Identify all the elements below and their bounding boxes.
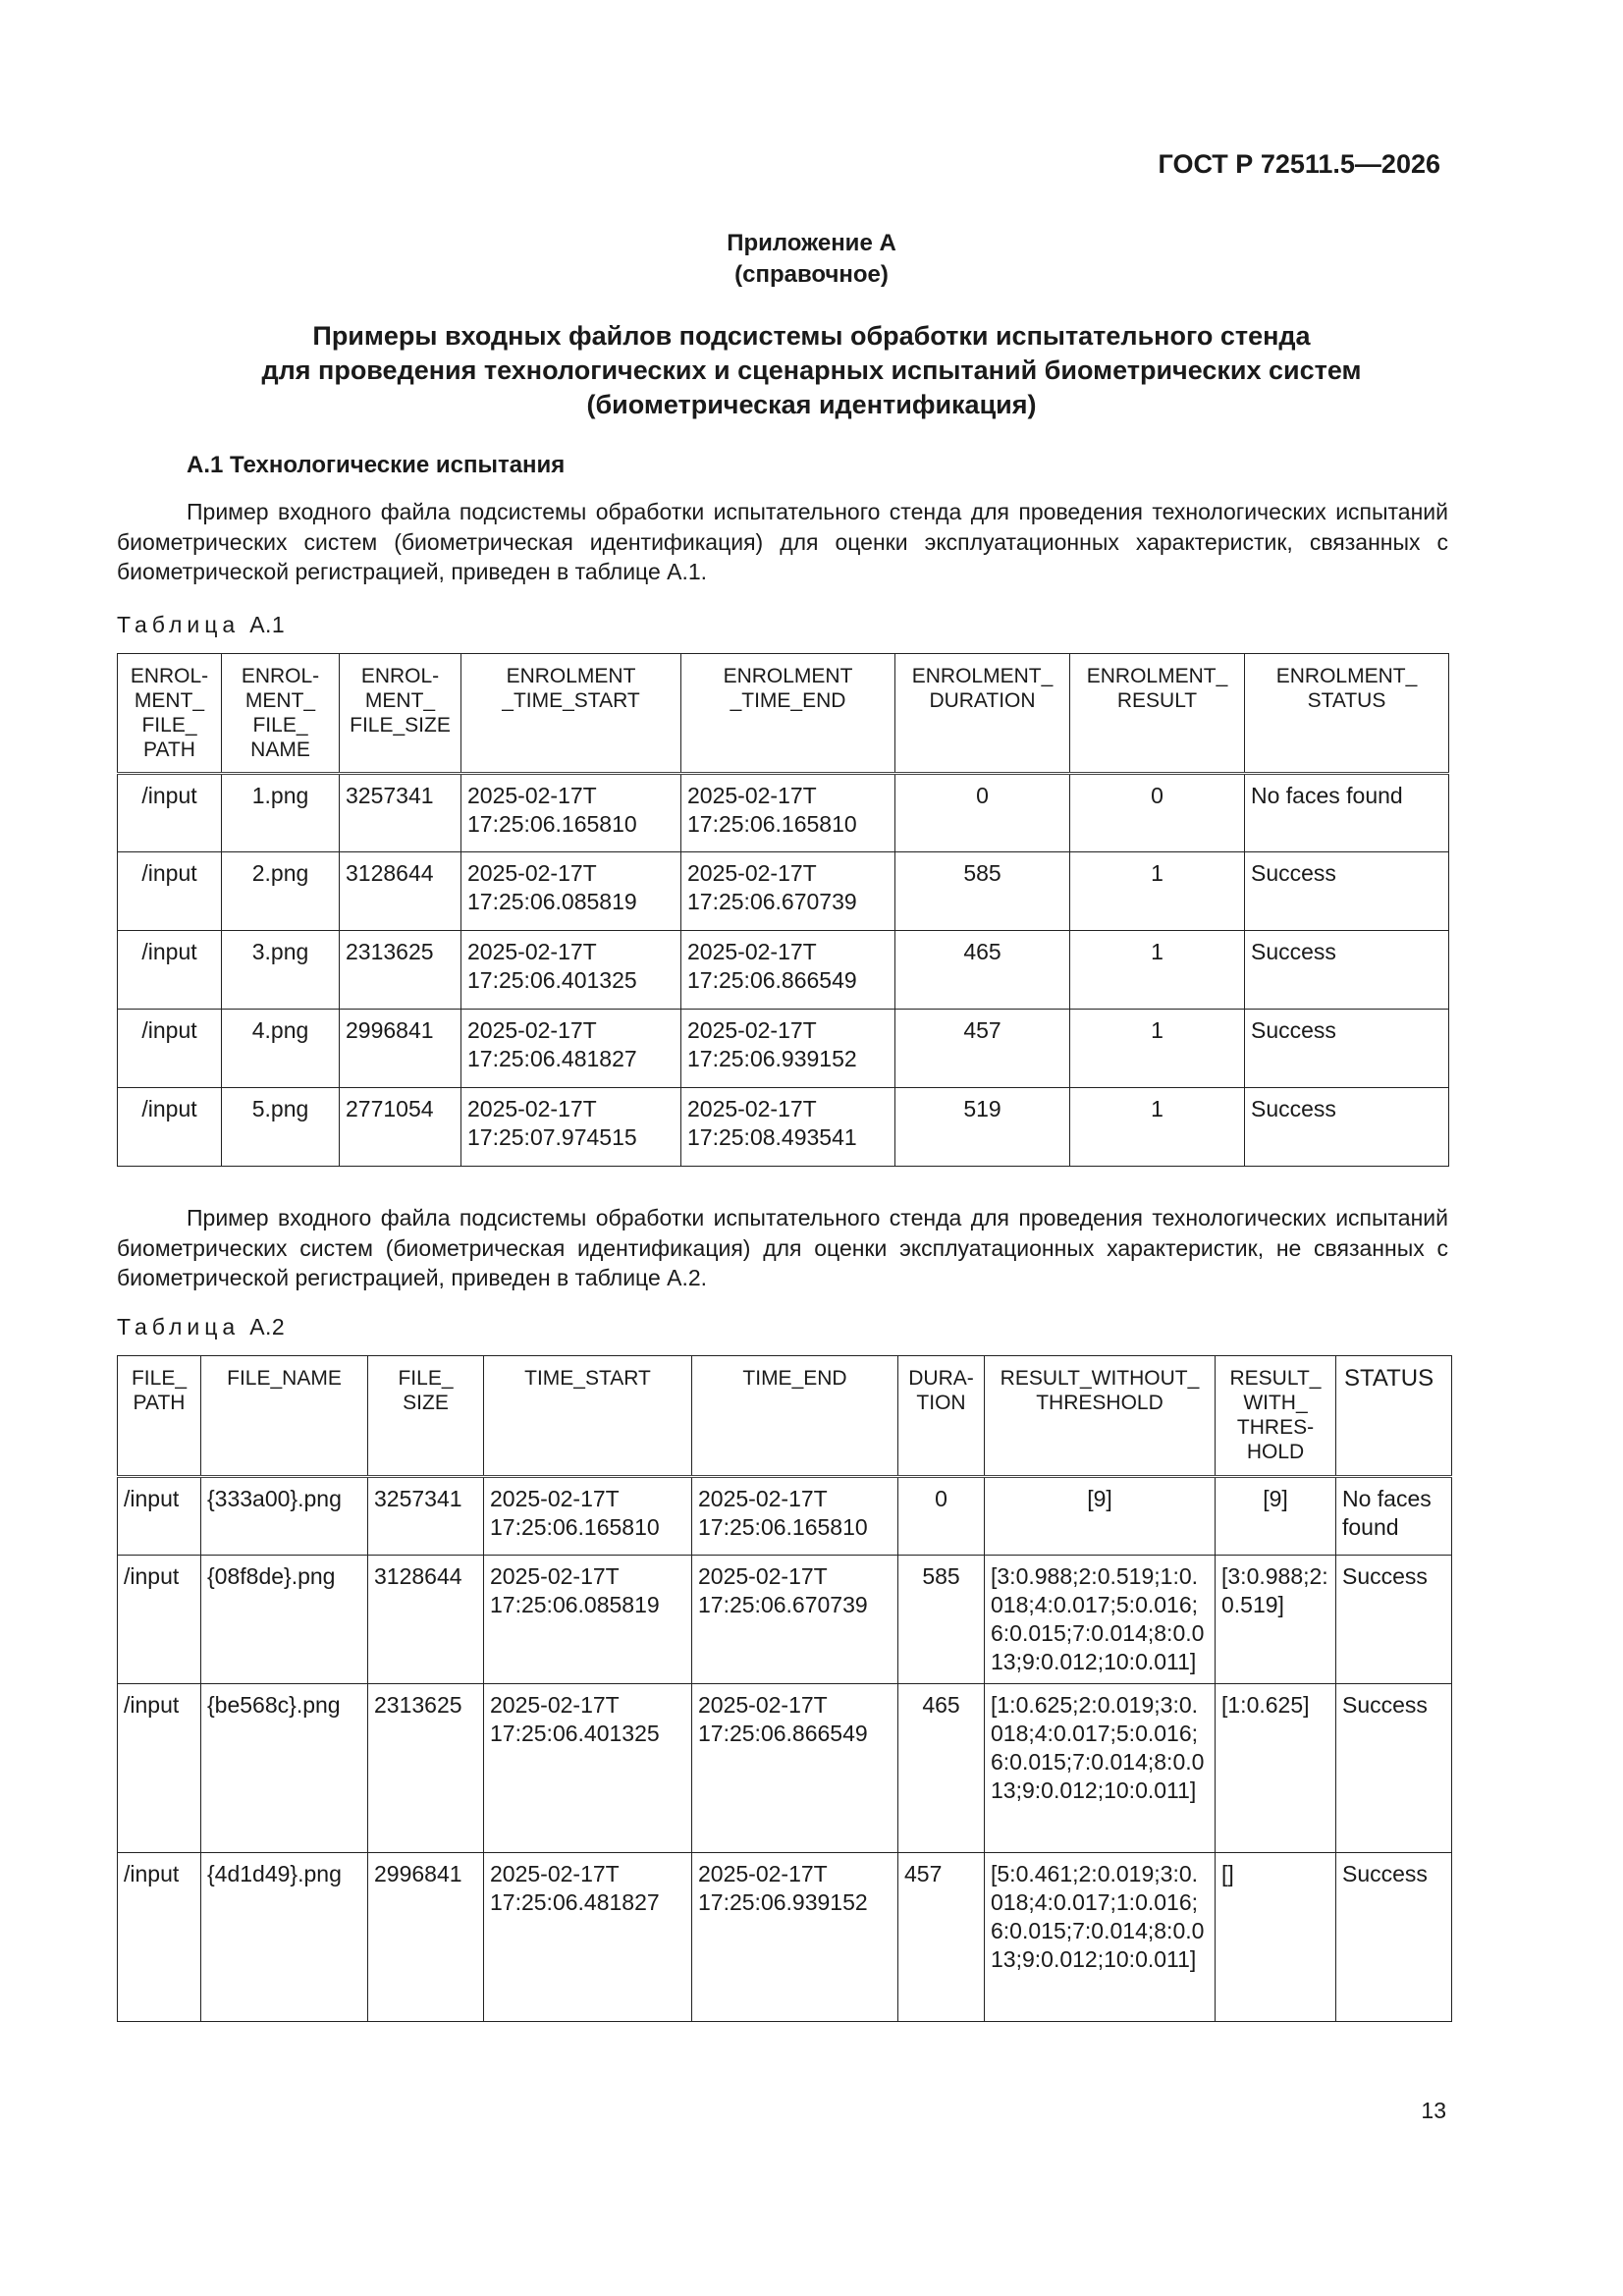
table-cell: Success xyxy=(1336,1853,1452,2022)
table-cell: 3.png xyxy=(222,931,340,1010)
table-cell: 519 xyxy=(895,1088,1070,1167)
table-cell: 2025-02-17T 17:25:06.401325 xyxy=(484,1684,692,1853)
paragraph-2: Пример входного файла подсистемы обработки испытательного стенда для проведения технологических испытаний биометрических систем (биометрическая идентификация) для оценки эксплуатационных характеристик, не связанных с биометрической регистрацией, приведен в таблице А.2. xyxy=(117,1205,1448,1290)
table-2-header: STATUS xyxy=(1336,1356,1452,1477)
table-cell: /input xyxy=(118,1088,222,1167)
table-cell: Success xyxy=(1336,1684,1452,1853)
table-cell: 585 xyxy=(895,852,1070,931)
table-cell: [] xyxy=(1216,1853,1336,2022)
table-1-caption-label: Таблица xyxy=(117,612,241,637)
table-1-header: ENROL- MENT_ FILE_ NAME xyxy=(222,654,340,774)
table-cell: 2025-02-17T 17:25:06.866549 xyxy=(692,1684,898,1853)
table-row xyxy=(118,1684,1452,1853)
table-cell: /input xyxy=(118,1684,201,1853)
table-cell: 5.png xyxy=(222,1088,340,1167)
table-cell: 2025-02-17T 17:25:06.670739 xyxy=(681,852,895,931)
table-cell: 465 xyxy=(898,1684,985,1853)
table-cell: 2.png xyxy=(222,852,340,931)
table-2-header: DURA- TION xyxy=(898,1356,985,1477)
table-cell: 3257341 xyxy=(340,774,461,852)
table-2-header: TIME_START xyxy=(484,1356,692,1477)
section-heading: А.1 Технологические испытания xyxy=(187,452,566,478)
table-cell: 0 xyxy=(1070,774,1245,852)
table-cell: 2025-02-17T 17:25:06.165810 xyxy=(461,774,681,852)
title-line-2: для проведения технологических и сценарных испытаний биометрических систем xyxy=(261,355,1362,385)
table-cell: 1 xyxy=(1070,1010,1245,1088)
table-2-header: TIME_END xyxy=(692,1356,898,1477)
table-cell: No faces found xyxy=(1245,774,1449,852)
table-cell: /input xyxy=(118,931,222,1010)
table-cell: /input xyxy=(118,1556,201,1684)
table-cell: 585 xyxy=(898,1556,985,1684)
table-cell: 2025-02-17T 17:25:06.670739 xyxy=(692,1556,898,1684)
table-1-caption xyxy=(117,612,285,638)
table-1-header: ENROLMENT_ DURATION xyxy=(895,654,1070,774)
table-1-header: ENROLMENT _TIME_END xyxy=(681,654,895,774)
table-cell: /input xyxy=(118,774,222,852)
table-cell: [1:0.625] xyxy=(1216,1684,1336,1853)
table-1-header: ENROLMENT_ STATUS xyxy=(1245,654,1449,774)
table-2-caption xyxy=(117,1314,285,1340)
table-cell: /input xyxy=(118,852,222,931)
table-cell: 2996841 xyxy=(368,1853,484,2022)
table-cell: {be568c}.png xyxy=(201,1684,368,1853)
table-1-header: ENROLMENT_ RESULT xyxy=(1070,654,1245,774)
table-1-header: ENROLMENT _TIME_START xyxy=(461,654,681,774)
table-row xyxy=(118,1477,1452,1556)
table-cell: [3:0.988;2:0.519] xyxy=(1216,1556,1336,1684)
table-cell: 2025-02-17T 17:25:06.939152 xyxy=(692,1853,898,2022)
table-cell: Success xyxy=(1245,1088,1449,1167)
table-1-header: ENROL- MENT_ FILE_ PATH xyxy=(118,654,222,774)
appendix-title: Приложение А xyxy=(727,230,896,256)
table-cell: Success xyxy=(1245,1010,1449,1088)
table-cell: Success xyxy=(1245,852,1449,931)
table-row xyxy=(118,1853,1452,2022)
table-cell: 2025-02-17T 17:25:06.165810 xyxy=(484,1477,692,1556)
table-2-header: FILE_ SIZE xyxy=(368,1356,484,1477)
table-cell: [3:0.988;2:0.519;1:0.018;4:0.017;5:0.016;6:0.015;7:0.014;8:0.013;9:0.012;10:0.011] xyxy=(985,1556,1216,1684)
page-number: 13 xyxy=(1421,2098,1446,2123)
table-cell: 2313625 xyxy=(368,1684,484,1853)
table-cell: 1 xyxy=(1070,931,1245,1010)
table-cell: /input xyxy=(118,1477,201,1556)
table-cell: No faces found xyxy=(1336,1477,1452,1556)
table-cell: 2996841 xyxy=(340,1010,461,1088)
title-line-3: (биометрическая идентификация) xyxy=(586,390,1037,419)
table-cell: 0 xyxy=(895,774,1070,852)
table-cell: 2025-02-17T 17:25:06.085819 xyxy=(484,1556,692,1684)
table-2-header: RESULT_WITHOUT_ THRESHOLD xyxy=(985,1356,1216,1477)
table-cell: 2025-02-17T 17:25:06.939152 xyxy=(681,1010,895,1088)
table-cell: 3128644 xyxy=(340,852,461,931)
table-1 xyxy=(117,653,1449,1167)
table-row xyxy=(118,852,1449,931)
table-1-caption-number: А.1 xyxy=(249,612,286,637)
table-cell: 2025-02-17T 17:25:06.481827 xyxy=(461,1010,681,1088)
table-cell: 2025-02-17T 17:25:07.974515 xyxy=(461,1088,681,1167)
table-cell: {08f8de}.png xyxy=(201,1556,368,1684)
table-2-header: FILE_NAME xyxy=(201,1356,368,1477)
table-cell: /input xyxy=(118,1853,201,2022)
title-line-1: Примеры входных файлов подсистемы обработки испытательного стенда xyxy=(312,321,1311,351)
table-cell: 2025-02-17T 17:25:06.165810 xyxy=(681,774,895,852)
table-cell: Success xyxy=(1245,931,1449,1010)
table-cell: {4d1d49}.png xyxy=(201,1853,368,2022)
table-row xyxy=(118,1556,1452,1684)
document-number: ГОСТ Р 72511.5—2026 xyxy=(1158,149,1440,179)
table-cell: [5:0.461;2:0.019;3:0.018;4:0.017;1:0.016;6:0.015;7:0.014;8:0.013;9:0.012;10:0.011] xyxy=(985,1853,1216,2022)
table-cell: [9] xyxy=(985,1477,1216,1556)
table-cell: /input xyxy=(118,1010,222,1088)
table-2-caption-label: Таблица xyxy=(117,1314,241,1339)
table-cell: [1:0.625;2:0.019;3:0.018;4:0.017;5:0.016;6:0.015;7:0.014;8:0.013;9:0.012;10:0.011] xyxy=(985,1684,1216,1853)
table-cell: 2025-02-17T 17:25:08.493541 xyxy=(681,1088,895,1167)
table-cell: 465 xyxy=(895,931,1070,1010)
table-cell: 2025-02-17T 17:25:06.165810 xyxy=(692,1477,898,1556)
table-2 xyxy=(117,1355,1452,2022)
table-2-header: FILE_ PATH xyxy=(118,1356,201,1477)
paragraph-1: Пример входного файла подсистемы обработки испытательного стенда для проведения технологических испытаний биометрических систем (биометрическая идентификация) для оценки эксплуатационных характеристик, связанных с биометрической регистрацией, приведен в таблице А.1. xyxy=(117,499,1448,584)
table-cell: 457 xyxy=(898,1853,985,2022)
table-2-header-row xyxy=(118,1356,1452,1477)
table-cell: 4.png xyxy=(222,1010,340,1088)
table-row xyxy=(118,1088,1449,1167)
table-row xyxy=(118,774,1449,852)
table-1-header-row xyxy=(118,654,1449,774)
table-cell: 2771054 xyxy=(340,1088,461,1167)
table-cell: 1 xyxy=(1070,852,1245,931)
table-cell: [9] xyxy=(1216,1477,1336,1556)
table-row xyxy=(118,1010,1449,1088)
table-cell: 1 xyxy=(1070,1088,1245,1167)
table-row xyxy=(118,931,1449,1010)
appendix-heading xyxy=(0,228,1623,291)
table-cell: 1.png xyxy=(222,774,340,852)
table-cell: Success xyxy=(1336,1556,1452,1684)
table-cell: 2025-02-17T 17:25:06.866549 xyxy=(681,931,895,1010)
table-cell: 2025-02-17T 17:25:06.401325 xyxy=(461,931,681,1010)
table-cell: 3128644 xyxy=(368,1556,484,1684)
table-cell: 2025-02-17T 17:25:06.085819 xyxy=(461,852,681,931)
table-1-header: ENROL- MENT_ FILE_SIZE xyxy=(340,654,461,774)
table-cell: 0 xyxy=(898,1477,985,1556)
table-cell: {333a00}.png xyxy=(201,1477,368,1556)
table-cell: 2313625 xyxy=(340,931,461,1010)
table-cell: 457 xyxy=(895,1010,1070,1088)
appendix-subtitle: (справочное) xyxy=(734,261,889,288)
table-cell: 2025-02-17T 17:25:06.481827 xyxy=(484,1853,692,2022)
table-2-caption-number: А.2 xyxy=(249,1314,286,1339)
table-cell: 3257341 xyxy=(368,1477,484,1556)
document-title xyxy=(0,319,1623,422)
table-2-header: RESULT_ WITH_ THRES- HOLD xyxy=(1216,1356,1336,1477)
